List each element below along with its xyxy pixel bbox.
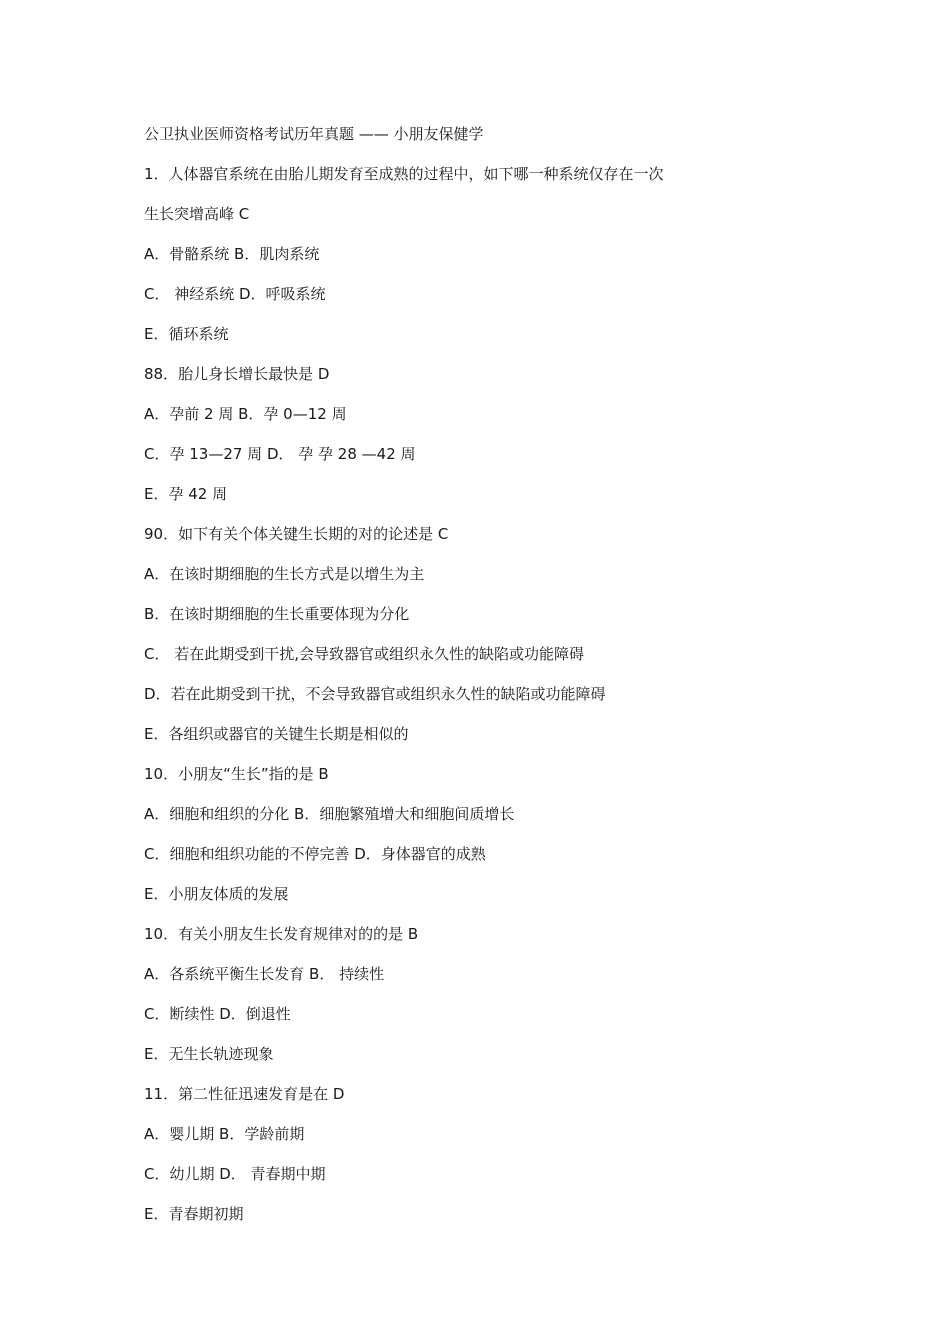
question-1-option-e: E．循环系统 [144, 325, 229, 343]
question-88-options-cd: C．孕 13—27 周 D． 孕 孕 28 —42 周 [144, 445, 416, 463]
question-10b-options-ab: A．各系统平衡生长发育 B． 持续性 [144, 965, 385, 983]
question-10a-options-ab: A．细胞和组织的分化 B．细胞繁殖增大和细胞间质增长 [144, 805, 515, 823]
question-90-option-e: E．各组织或器官的关键生长期是相似的 [144, 725, 409, 743]
question-1-options-ab: A．骨骼系统 B．肌肉系统 [144, 245, 320, 263]
question-90-option-b: B．在该时期细胞的生长重要体现为分化 [144, 605, 410, 623]
question-88-option-e: E．孕 42 周 [144, 485, 228, 503]
document-body [144, 114, 824, 1234]
question-10a-option-e: E．小朋友体质的发展 [144, 885, 289, 903]
document-title: 公卫执业医师资格考试历年真题 —— 小朋友保健学 [144, 125, 484, 143]
question-90-option-c: C． 若在此期受到干扰,会导致器官或组织永久性的缺陷或功能障碍 [144, 645, 585, 663]
question-88-text: 88．胎儿身长增长最快是 D [144, 365, 330, 383]
question-10b-options-cd: C．断续性 D．倒退性 [144, 1005, 291, 1023]
question-10a-options-cd: C．细胞和组织功能的不停完善 D．身体器官的成熟 [144, 845, 486, 863]
question-10b-option-e: E．无生长轨迹现象 [144, 1045, 274, 1063]
question-11-option-e: E．青春期初期 [144, 1205, 244, 1223]
question-10a-text: 10．小朋友“生长”指的是 B [144, 765, 329, 783]
question-10b-text: 10．有关小朋友生长发育规律对的的是 B [144, 925, 419, 943]
question-1-options-cd: C． 神经系统 D．呼吸系统 [144, 285, 326, 303]
question-1-text: 1．人体器官系统在由胎儿期发育至成熟的过程中，如下哪一种系统仅存在一次 [144, 165, 664, 183]
question-90-text: 90．如下有关个体关键生长期的对的论述是 C [144, 525, 449, 543]
question-90-option-a: A．在该时期细胞的生长方式是以增生为主 [144, 565, 425, 583]
question-11-text: 11．第二性征迅速发育是在 D [144, 1085, 345, 1103]
question-88-options-ab: A．孕前 2 周 B．孕 0—12 周 [144, 405, 347, 423]
question-11-options-ab: A．婴儿期 B．学龄前期 [144, 1125, 305, 1143]
question-11-options-cd: C．幼儿期 D． 青春期中期 [144, 1165, 326, 1183]
question-90-option-d: D．若在此期受到干扰，不会导致器官或组织永久性的缺陷或功能障碍 [144, 685, 606, 703]
question-1-text-cont: 生长突增高峰 C [144, 205, 250, 223]
